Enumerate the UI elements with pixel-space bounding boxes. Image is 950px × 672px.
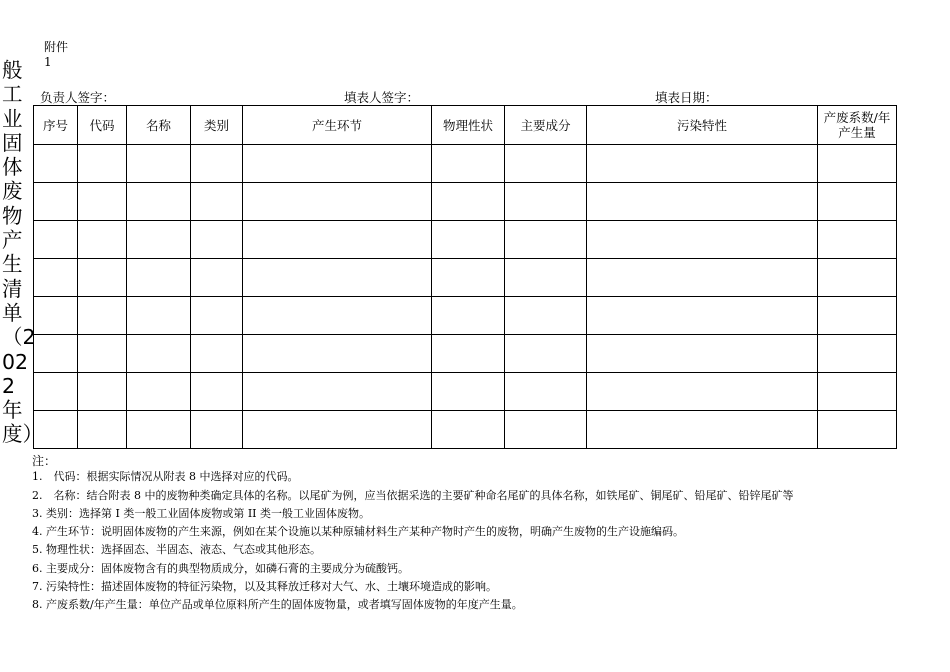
table-cell[interactable] [505,259,587,297]
table-row [34,259,897,297]
table-row [34,411,897,449]
note-item-4: 4. 产生环节：说明固体废物的产生来源，例如在某个设施以某种原辅材料生产某种产物时产生的废物，明确产生废物的生产设施编码。 [32,525,684,539]
col-header-main-components: 主要成分 [505,106,587,145]
table-cell[interactable] [432,183,505,221]
note-item-8: 8. 产废系数/年产生量：单位产品或单位原料所产生的固体废物量，或者填写固体废物的年度产生量。 [32,598,523,612]
table-cell[interactable] [78,411,127,449]
table-cell[interactable] [818,221,897,259]
responsible-signature-label: 负责人签字： [40,90,116,105]
table-cell[interactable] [243,373,432,411]
table-header-row [34,106,897,145]
table-cell[interactable] [818,259,897,297]
table-cell[interactable] [191,221,243,259]
table-cell[interactable] [505,183,587,221]
note-item-1: 1. 代码：根据实际情况从附表 8 中选择对应的代码。 [32,470,299,484]
table-row [34,335,897,373]
attachment-label [44,40,68,70]
table-cell[interactable] [78,335,127,373]
table-cell[interactable] [34,297,78,335]
table-cell[interactable] [818,145,897,183]
table-row [34,297,897,335]
page-title: 般工业固体废物产生清单（2022年度） [2,58,43,447]
table-cell[interactable] [243,145,432,183]
col-header-physical-state: 物理性状 [432,106,505,145]
table-cell[interactable] [587,221,818,259]
note-item-2: 2. 名称：结合附表 8 中的废物种类确定具体的名称。以尾矿为例，应当依据采选的主要矿种命名尾矿的具体名称，如铁尾矿、铜尾矿、铅尾矿、铅锌尾矿等 [32,488,794,502]
table-cell[interactable] [587,335,818,373]
waste-inventory-table [33,105,897,449]
table-cell[interactable] [34,221,78,259]
notes-heading: 注： [32,454,57,468]
table-cell[interactable] [191,335,243,373]
table-cell[interactable] [587,373,818,411]
table-cell[interactable] [127,183,191,221]
table-cell[interactable] [432,259,505,297]
table-cell[interactable] [78,145,127,183]
table-cell[interactable] [505,411,587,449]
table-cell[interactable] [243,259,432,297]
table-cell[interactable] [127,297,191,335]
table-cell[interactable] [127,221,191,259]
table-cell[interactable] [587,411,818,449]
table-cell[interactable] [818,411,897,449]
col-header-generation-coefficient: 产废系数/年产生量 [818,106,897,145]
table-cell[interactable] [34,335,78,373]
table-cell[interactable] [243,221,432,259]
table-cell[interactable] [34,259,78,297]
table-cell[interactable] [505,221,587,259]
table-cell[interactable] [191,297,243,335]
table-cell[interactable] [505,145,587,183]
table-cell[interactable] [78,297,127,335]
table-cell[interactable] [34,373,78,411]
attachment-number: 1 [44,55,52,69]
table-cell[interactable] [243,335,432,373]
table-cell[interactable] [78,259,127,297]
fill-date-label: 填表日期： [655,90,718,105]
table-row [34,373,897,411]
table-cell[interactable] [587,259,818,297]
table-cell[interactable] [127,411,191,449]
table-cell[interactable] [78,183,127,221]
note-item-6: 6. 主要成分：固体废物含有的典型物质成分，如磷石膏的主要成分为硫酸钙。 [32,561,409,575]
note-item-7: 7. 污染特性：描述固体废物的特征污染物，以及其释放迁移对大气、水、土壤环境造成的影响。 [32,580,497,594]
table-cell[interactable] [34,145,78,183]
note-item-3: 3. 类别：选择第 I 类一般工业固体废物或第 II 类一般工业固体废物。 [32,506,371,520]
table-cell[interactable] [818,373,897,411]
col-header-name: 名称 [127,106,191,145]
table-cell[interactable] [191,145,243,183]
table-cell[interactable] [34,411,78,449]
col-header-code: 代码 [78,106,127,145]
table-cell[interactable] [191,259,243,297]
table-cell[interactable] [191,411,243,449]
table-cell[interactable] [127,373,191,411]
table-cell[interactable] [191,373,243,411]
table-cell[interactable] [505,335,587,373]
table-cell[interactable] [78,373,127,411]
table-cell[interactable] [432,335,505,373]
note-item-5: 5. 物理性状：选择固态、半固态、液态、气态或其他形态。 [32,543,321,557]
table-cell[interactable] [587,183,818,221]
notes-section [32,452,907,617]
attachment-label-text: 附件 [44,40,69,54]
filler-signature-label: 填表人签字： [344,90,420,105]
table-cell[interactable] [34,183,78,221]
table-row [34,221,897,259]
table-cell[interactable] [191,183,243,221]
table-cell[interactable] [505,373,587,411]
table-cell[interactable] [243,411,432,449]
table-cell[interactable] [505,297,587,335]
table-body [34,145,897,449]
table-cell[interactable] [127,145,191,183]
table-cell[interactable] [587,297,818,335]
col-header-serial: 序号 [34,106,78,145]
table-cell[interactable] [127,335,191,373]
table-cell[interactable] [432,411,505,449]
table-cell[interactable] [818,335,897,373]
table-cell[interactable] [243,183,432,221]
table-cell[interactable] [432,221,505,259]
col-header-category: 类别 [191,106,243,145]
table-cell[interactable] [818,183,897,221]
col-header-generation-stage: 产生环节 [243,106,432,145]
col-header-pollution-characteristics: 污染特性 [587,106,818,145]
table-row [34,183,897,221]
table-cell[interactable] [587,145,818,183]
table-cell[interactable] [432,373,505,411]
table-row [34,145,897,183]
table-cell[interactable] [432,145,505,183]
table-cell[interactable] [818,297,897,335]
table-cell[interactable] [432,297,505,335]
table-cell[interactable] [127,259,191,297]
table-cell[interactable] [78,221,127,259]
table-cell[interactable] [243,297,432,335]
